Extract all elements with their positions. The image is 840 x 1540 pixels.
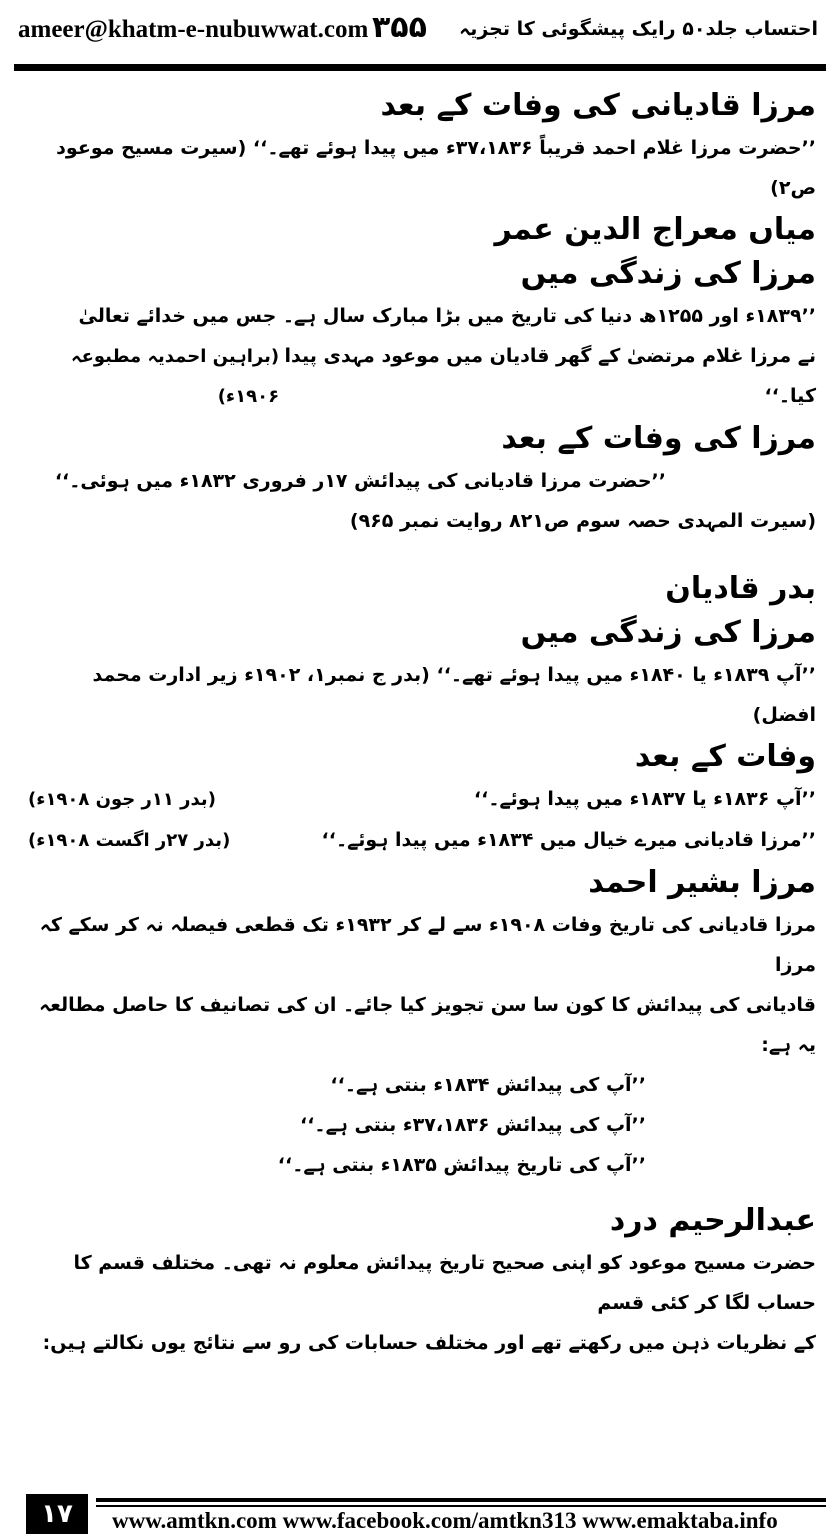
quote-1839-line1: ’’۱۸۳۹ء اور ۱۲۵۵ھ دنیا کی تاریخ میں بڑا مبارک سال ہے۔ جس میں خدائے تعالیٰ [78, 305, 816, 327]
heading-badr-qadian: بدر قادیان [665, 571, 816, 606]
quote-1839-row [28, 336, 816, 417]
reference-sirat-mahdi: (سیرت المہدی حصہ سوم ص۸۲۱ روایت نمبر ۹۶۵) [349, 510, 816, 532]
reference-badr-august: (بدر ۲۷ر اگست ۱۹۰۸ء) [28, 830, 231, 851]
header-book-title: احتساب جلد۵۰ رایک پیشگوئی کا تجزیہ [459, 18, 818, 40]
header-divider [14, 64, 826, 71]
heading-mirza-bashir: مرزا بشیر احمد [588, 865, 816, 900]
footer-links[interactable]: www.amtkn.com www.facebook.com/amtkn313 www.emaktaba.info [112, 1508, 778, 1533]
page-body [28, 84, 816, 1464]
paragraph-bashir-line2: قادیانی کی پیدائش کا کون سا سن تجویز کیا جائے۔ ان کی تصانیف کا حاصل مطالعہ یہ ہے: [39, 994, 816, 1056]
quote-born-1836: ’’آپ کی پیدائش ۳۷،۱۸۳۶ء بنتی ہے۔‘‘ [300, 1114, 646, 1136]
reference-barahin: (براہین احمدیہ مطبوعہ ۱۹۰۶ء) [71, 346, 280, 407]
quote-1834: ’’مرزا قادیانی میرے خیال میں ۱۸۳۴ء میں پیدا ہوئے۔‘‘ [321, 829, 816, 851]
header-page-number: ۳۵۵ [372, 10, 427, 45]
quote-1834-row [28, 820, 816, 861]
footer-page-label: ۱۷ [26, 1494, 88, 1534]
quote-1839-1840: ’’آپ ۱۸۳۹ء یا ۱۸۴۰ء میں پیدا ہوئے تھے۔‘‘ (بدر ج نمبر۱، ۱۹۰۲ء زیر ادارت محمد افضل) [92, 664, 816, 726]
heading-in-lifetime: مرزا کی زندگی میں [520, 256, 816, 291]
paragraph-dard-line1: حضرت مسیح موعود کو اپنی صحیح تاریخ پیدائش معلوم نہ تھی۔ مختلف قسم کا حساب لگا کر کئی قسم [73, 1252, 816, 1314]
quote-1836-1837: ’’آپ ۱۸۳۶ء یا ۱۸۳۷ء میں پیدا ہوئے۔‘‘ [473, 788, 816, 810]
quote-sirat-masih: ’’حضرت مرزا غلام احمد قریباً ۳۷،۱۸۳۶ء میں پیدا ہوئے تھے۔‘‘ (سیرت مسیح موعود ص۲) [56, 137, 816, 199]
footer-divider-thin [96, 1505, 826, 1507]
heading-mirza-after-death: مرزا کی وفات کے بعد [501, 421, 816, 456]
header-email[interactable]: ameer@khatm-e-nubuwwat.com [18, 16, 369, 43]
footer-divider [96, 1498, 826, 1502]
heading-mian-meraj-din: میاں معراج الدین عمر [494, 212, 816, 247]
heading-abdul-rahim-dard: عبدالرحیم درد [609, 1203, 816, 1238]
heading-after-death: مرزا قادیانی کی وفات کے بعد [380, 88, 816, 123]
paragraph-dard-line2: کے نظریات ذہن میں رکھتے تھے اور مختلف حسابات کی رو سے نتائج یوں نکالتے ہیں: [42, 1332, 816, 1354]
spacer [28, 541, 816, 567]
page-footer [0, 1490, 840, 1540]
page-header [0, 0, 840, 64]
spacer [28, 1185, 816, 1199]
paragraph-bashir-line1: مرزا قادیانی کی تاریخ وفات ۱۹۰۸ء سے لے کر ۱۹۳۲ء تک قطعی فیصلہ نہ کر سکے کہ مرزا [39, 914, 816, 976]
heading-after-death-2: وفات کے بعد [634, 739, 816, 774]
quote-born-1835: ’’آپ کی تاریخ پیدائش ۱۸۳۵ء بنتی ہے۔‘‘ [277, 1154, 646, 1176]
quote-1839-line2: نے مرزا غلام مرتضیٰ کے گھر قادیان میں موعود مہدی پیدا کیا۔‘‘ [284, 345, 816, 407]
quote-born-1834: ’’آپ کی پیدائش ۱۸۳۴ء بنتی ہے۔‘‘ [330, 1074, 646, 1096]
heading-in-lifetime-2: مرزا کی زندگی میں [520, 615, 816, 650]
quote-1836-row [28, 779, 816, 820]
quote-1832: ’’حضرت مرزا قادیانی کی پیدائش ۱۷ر فروری ۱۸۳۲ء میں ہوئی۔‘‘ [54, 470, 666, 492]
reference-badr-june: (بدر ۱۱ر جون ۱۹۰۸ء) [28, 789, 216, 810]
